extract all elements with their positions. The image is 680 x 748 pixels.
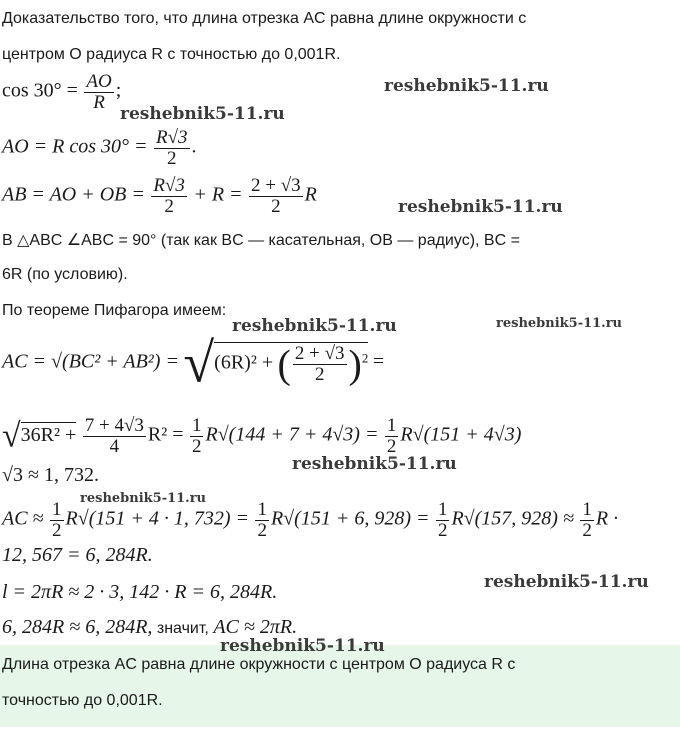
big-sqrt-icon: √	[183, 332, 215, 395]
eq1-num: AO	[86, 71, 112, 92]
watermark: reshebnik5-11.ru	[80, 491, 207, 506]
eq4-pow: 2	[361, 350, 369, 366]
eq3-lhs: AB = AO + OB =	[2, 183, 145, 206]
eq7-h2-den: 2	[257, 520, 267, 541]
equation-ac-sqrt	[2, 332, 385, 395]
eq7-half-1	[50, 500, 64, 541]
conclusion-line-1: Длина отрезка AC равна длине окружности с центром O радиуса R с	[2, 656, 516, 673]
sqrt-icon: √	[2, 417, 21, 455]
watermark: reshebnik5-11.ru	[292, 454, 457, 474]
eq5-half-den: 2	[191, 436, 202, 457]
intro-line-1: Доказательство того, что длина отрезка AC равна длине окружности с	[2, 10, 527, 27]
eq3-fraction-1	[151, 176, 187, 217]
right-paren-icon: )	[348, 341, 362, 387]
eq7-a: R√(151 + 4 · 1, 732) =	[65, 507, 250, 530]
eq5-num: 7 + 4√3	[84, 415, 144, 436]
triangle-line-2: 6R (по условию).	[2, 266, 128, 283]
circumference-line: l = 2πR ≈ 2 · 3, 142 · R = 6, 284R.	[2, 581, 278, 603]
watermark: reshebnik5-11.ru	[484, 572, 649, 592]
eq1-lhs: cos 30° =	[2, 79, 78, 102]
eq5-half-num: 1	[191, 415, 202, 436]
eq3-num1: R√3	[153, 175, 185, 196]
eq5-half-2	[385, 416, 399, 457]
eq7-d: R ·	[595, 507, 619, 530]
eq5-fraction	[83, 416, 146, 457]
eq4-body: (6R)² +	[214, 351, 274, 374]
eq7-h1-num: 1	[52, 499, 62, 520]
eq7-h3-den: 2	[437, 520, 448, 541]
eq5-half2-den: 2	[386, 436, 397, 457]
eq4-tail: =	[372, 350, 385, 373]
watermark: reshebnik5-11.ru	[496, 316, 623, 331]
eq3-den2: 2	[271, 196, 281, 217]
left-paren-icon: (	[277, 341, 291, 387]
eq1-tail: ;	[115, 79, 122, 102]
eq7-half-2	[255, 500, 269, 541]
equation-ab	[2, 176, 317, 217]
intro-line-2: центром O радиуса R с точностью до 0,001R.	[2, 46, 341, 63]
eq7-h2-num: 1	[257, 499, 267, 520]
eq7-h4-den: 2	[582, 520, 592, 541]
eq7-h3-num: 1	[437, 499, 448, 520]
eq5-half-1	[190, 416, 204, 457]
eq2-tail: .	[191, 135, 197, 158]
eq7-half-4	[580, 500, 594, 541]
watermark: reshebnik5-11.ru	[232, 316, 397, 336]
triangle-line-1: В △ABC ∠ABC = 90° (так как BC — касательная, OB — радиус), BC =	[2, 232, 520, 249]
eq10-math: 6, 284R ≈ 6, 284R,	[2, 616, 153, 638]
eq10-math2: AC ≈ 2πR.	[213, 616, 298, 638]
eq5-half2-num: 1	[386, 415, 397, 436]
eq10-text: значит,	[152, 620, 214, 637]
eq5-r1: R√(144 + 7 + 4√3) =	[205, 423, 379, 446]
equation-cos30	[2, 72, 121, 113]
eq3-num2: 2 + √3	[251, 175, 301, 196]
watermark: reshebnik5-11.ru	[220, 636, 385, 656]
watermark: reshebnik5-11.ru	[120, 104, 285, 124]
sqrt3-approx: √3 ≈ 1, 732.	[2, 464, 99, 486]
eq1-fraction	[84, 72, 113, 113]
eq5-post: R² =	[147, 423, 184, 446]
eq5-den: 4	[109, 436, 120, 457]
eq2-den: 2	[167, 148, 177, 169]
eq2-lhs: AO = R cos 30° =	[2, 135, 148, 158]
conclusion-line-2: точностью до 0,001R.	[2, 692, 163, 709]
eq5-pre: 36R² +	[20, 423, 77, 446]
equation-ac-approx	[2, 500, 618, 541]
eq3-tail: R	[304, 183, 317, 206]
eq4-num: 2 + √3	[294, 343, 345, 364]
eq2-fraction	[154, 128, 190, 169]
eq5-r2: R√(151 + 4√3)	[400, 423, 522, 446]
eq7-c: R√(157, 928) ≈	[451, 507, 574, 530]
eq7-h1-den: 2	[52, 520, 62, 541]
eq1-den: R	[93, 92, 105, 113]
pythagoras-text: По теореме Пифагора имеем:	[2, 302, 227, 319]
eq7-pre: AC ≈	[2, 507, 44, 530]
eq4-fraction	[293, 344, 347, 385]
watermark: reshebnik5-11.ru	[384, 76, 549, 96]
eq2-num: R√3	[155, 127, 188, 148]
eq7-h4-num: 1	[582, 499, 592, 520]
equation-expand	[2, 416, 521, 457]
eq3-den1: 2	[164, 196, 174, 217]
eq3-fraction-2	[249, 176, 303, 217]
eq4-lhs: AC = √(BC² + AB²) =	[2, 350, 179, 373]
eq7-half-3	[436, 500, 450, 541]
watermark: reshebnik5-11.ru	[398, 197, 563, 217]
eq7-b: R√(151 + 6, 928) =	[270, 507, 430, 530]
result-line: 12, 567 = 6, 284R.	[2, 544, 153, 566]
eq3-mid: + R =	[193, 183, 243, 206]
equation-ao	[2, 128, 197, 169]
eq4-den: 2	[314, 364, 325, 385]
